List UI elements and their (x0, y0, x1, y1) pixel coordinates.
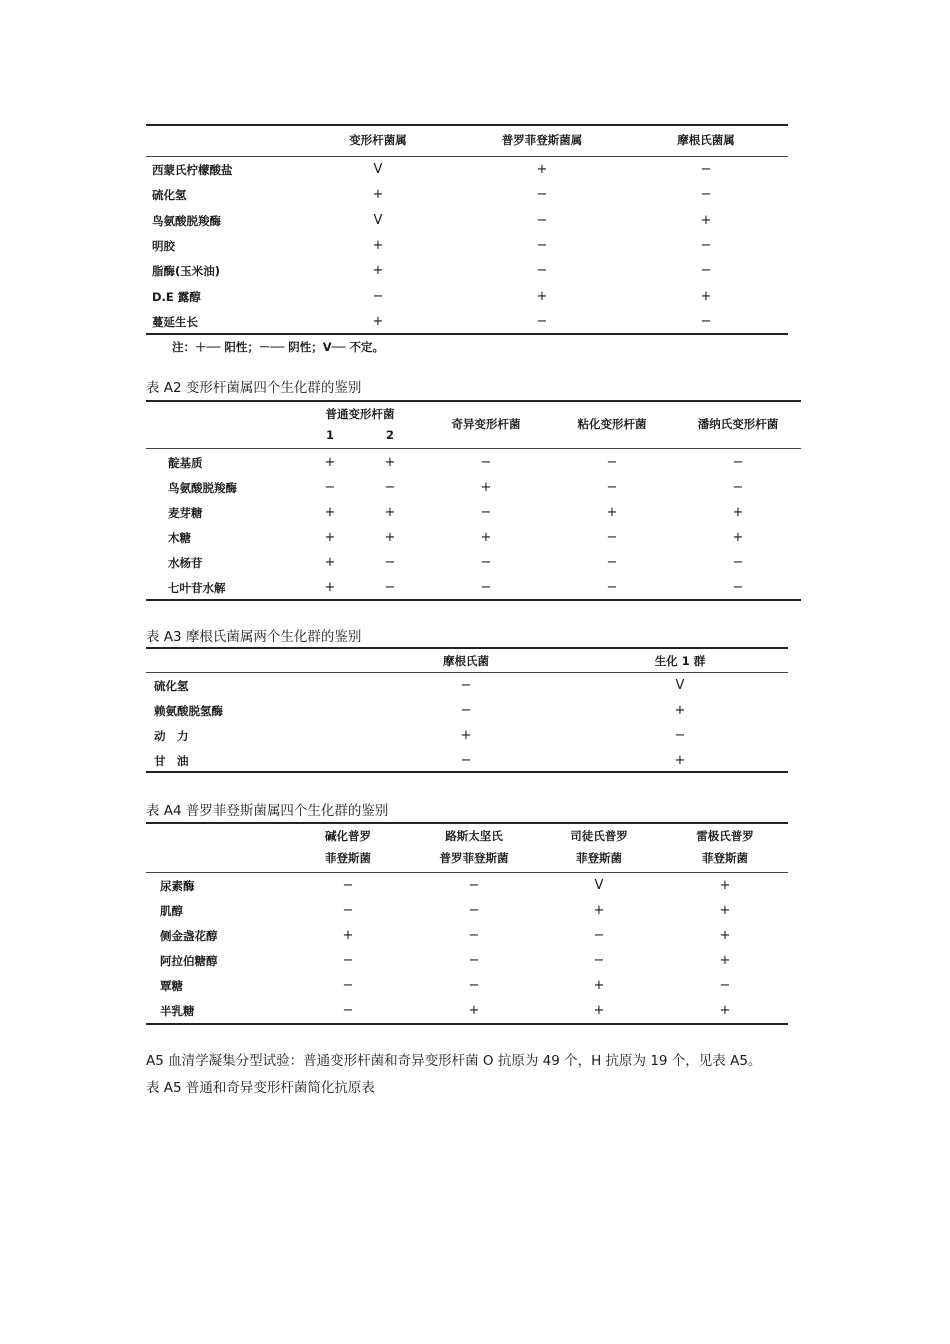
row-label: 木糖 (168, 531, 191, 545)
table-4-header-rustigianii-1: 路斯太坚氏 (445, 829, 503, 843)
row-label: 硫化氢 (152, 188, 187, 203)
table-cell: + (719, 953, 731, 968)
row-label: 肌醇 (160, 904, 183, 918)
table-cell: + (384, 505, 396, 520)
table-2-header-penneri: 潘纳氏变形杆菌 (697, 417, 779, 431)
table-1-top-rule (146, 124, 788, 126)
paragraph-a5: A5 血清学凝集分型试验：普通变形杆菌和奇异变形杆菌 O 抗原为 49 个，H 抗原为 19 个，见表 A5。 (146, 1053, 762, 1069)
row-label: 半乳糖 (160, 1004, 195, 1018)
table-cell: + (384, 530, 396, 545)
table-cell: − (342, 903, 354, 918)
table-1-header-morganella: 摩根氏菌属 (677, 133, 735, 147)
row-label: 阿拉伯糖醇 (160, 954, 218, 968)
table-4-top-rule (146, 822, 788, 824)
table-2-top-rule (146, 400, 801, 402)
table-cell: V (373, 212, 383, 228)
table-cell: − (536, 313, 548, 329)
table-cell: − (536, 187, 548, 203)
table-cell: − (606, 530, 618, 545)
table-cell: − (480, 505, 492, 520)
table-4-header-stuartii-1: 司徒氏普罗 (570, 829, 628, 843)
table-cell: − (593, 928, 605, 943)
row-label: 尿素酶 (160, 879, 195, 893)
table-cell: − (732, 480, 744, 495)
table-cell: − (606, 480, 618, 495)
table-4-header-rule (146, 872, 788, 873)
table-2 (146, 400, 801, 602)
table-cell: + (384, 455, 396, 470)
table-cell: + (674, 753, 686, 768)
table-cell: − (384, 555, 396, 570)
table-cell: − (342, 878, 354, 893)
table-cell: − (460, 753, 472, 768)
table-cell: − (674, 728, 686, 743)
row-label: 覃糖 (160, 979, 183, 993)
table-3-top-rule (146, 647, 788, 649)
table-cell: − (342, 978, 354, 993)
table-1 (146, 124, 788, 336)
table-cell: + (719, 928, 731, 943)
table-cell: − (384, 480, 396, 495)
table-cell: + (700, 288, 712, 304)
row-label: 水杨苷 (168, 556, 203, 570)
table-cell: − (606, 455, 618, 470)
table-4-caption: 表 A4 普罗菲登斯菌属四个生化群的鉴别 (146, 803, 389, 819)
table-5-caption: 表 A5 普通和奇异变形杆菌简化抗原表 (146, 1080, 375, 1096)
table-cell: − (468, 878, 480, 893)
table-cell: + (324, 455, 336, 470)
table-2-header-myxofaciens: 粘化变形杆菌 (577, 417, 647, 431)
table-4-header-stuartii-2: 菲登斯菌 (576, 851, 622, 865)
table-cell: − (700, 263, 712, 279)
table-cell: + (700, 212, 712, 228)
table-4-header-alcalifaciens-1: 碱化普罗 (325, 829, 371, 843)
table-cell: + (324, 580, 336, 595)
row-label: D.E 露醇 (152, 289, 201, 304)
table-cell: + (324, 555, 336, 570)
table-1-bottom-rule (146, 333, 788, 335)
table-2-header-rule (146, 448, 801, 449)
table-cell: − (593, 953, 605, 968)
table-4-header-rettgeri-1: 雷极氏普罗 (696, 829, 754, 843)
row-label: 鸟氨酸脱羧酶 (152, 213, 221, 228)
table-2-header-vulgaris: 普通变形杆菌 (325, 407, 395, 421)
table-1-header-providencia: 普罗菲登斯菌属 (501, 133, 583, 147)
table-3-header-rule (146, 672, 788, 673)
table-cell: − (468, 978, 480, 993)
table-cell: − (480, 455, 492, 470)
table-cell: − (480, 580, 492, 595)
table-cell: − (536, 212, 548, 228)
table-3-caption: 表 A3 摩根氏菌属两个生化群的鉴别 (146, 629, 362, 645)
table-cell: − (700, 187, 712, 203)
table-cell: − (700, 237, 712, 253)
table-cell: V (675, 678, 685, 693)
table-1-header-proteus: 变形杆菌属 (349, 133, 407, 147)
table-1-note: 注：＋── 阳性；－── 阴性；V── 不定。 (172, 340, 384, 354)
table-3 (146, 647, 788, 775)
table-cell: + (593, 903, 605, 918)
table-1-header-rule (146, 156, 788, 157)
table-cell: + (732, 505, 744, 520)
table-cell: + (480, 530, 492, 545)
table-4-header-alcalifaciens-2: 菲登斯菌 (325, 851, 371, 865)
table-4-header-rustigianii-2: 普罗菲登斯菌 (439, 851, 509, 865)
row-label: 赖氨酸脱氢酶 (154, 704, 223, 718)
table-cell: − (460, 703, 472, 718)
table-cell: − (606, 555, 618, 570)
table-cell: + (536, 288, 548, 304)
table-4-header-rettgeri-2: 菲登斯菌 (702, 851, 748, 865)
table-cell: − (468, 928, 480, 943)
table-cell: − (732, 555, 744, 570)
table-2-caption: 表 A2 变形杆菌属四个生化群的鉴别 (146, 380, 362, 396)
table-cell: + (468, 1003, 480, 1018)
table-cell: + (372, 187, 384, 203)
row-label: 鸟氨酸脱羧酶 (168, 481, 237, 495)
table-3-header-group1: 生化 1 群 (654, 654, 706, 668)
table-cell: + (719, 903, 731, 918)
table-cell: + (536, 162, 548, 177)
table-cell: − (384, 580, 396, 595)
table-cell: − (372, 288, 384, 304)
table-3-header-morganii: 摩根氏菌 (443, 654, 489, 668)
table-cell: − (342, 1003, 354, 1018)
row-label: 靛基质 (168, 456, 203, 470)
table-2-header-mirabilis: 奇异变形杆菌 (451, 417, 521, 431)
table-cell: − (700, 162, 712, 177)
table-cell: V (594, 878, 604, 893)
table-2-subheader-2: 2 (385, 428, 395, 442)
table-cell: + (460, 728, 472, 743)
table-4-bottom-rule (146, 1023, 788, 1025)
table-cell: + (324, 505, 336, 520)
row-label: 麦芽糖 (168, 506, 203, 520)
table-cell: + (342, 928, 354, 943)
table-cell: + (674, 703, 686, 718)
table-2-subheader-1: 1 (325, 428, 335, 442)
table-cell: + (606, 505, 618, 520)
table-cell: + (324, 530, 336, 545)
table-cell: + (372, 237, 384, 253)
row-label: 侧金盏花醇 (160, 929, 218, 943)
table-cell: − (536, 237, 548, 253)
table-cell: − (732, 455, 744, 470)
table-cell: − (324, 480, 336, 495)
row-label: 脂酶(玉米油) (152, 264, 221, 279)
table-cell: + (372, 313, 384, 329)
row-label: 七叶苷水解 (168, 581, 226, 595)
table-cell: − (700, 313, 712, 329)
table-cell: − (732, 580, 744, 595)
table-cell: − (480, 555, 492, 570)
table-cell: − (460, 678, 472, 693)
row-label: 动 力 (154, 729, 189, 743)
table-cell: − (536, 263, 548, 279)
table-cell: − (342, 953, 354, 968)
table-cell: − (468, 903, 480, 918)
table-cell: + (593, 978, 605, 993)
table-3-bottom-rule (146, 771, 788, 773)
table-cell: + (593, 1003, 605, 1018)
row-label: 蔓延生长 (152, 314, 198, 329)
table-cell: − (468, 953, 480, 968)
table-cell: + (732, 530, 744, 545)
table-cell: − (719, 978, 731, 993)
table-2-bottom-rule (146, 599, 801, 601)
table-cell: + (480, 480, 492, 495)
table-cell: + (719, 878, 731, 893)
row-label: 明胶 (152, 238, 175, 253)
table-4 (146, 822, 788, 1027)
row-label: 西蒙氏柠檬酸盐 (152, 163, 233, 177)
table-cell: + (719, 1003, 731, 1018)
table-cell: V (373, 162, 383, 177)
table-cell: + (372, 263, 384, 279)
row-label: 甘 油 (154, 754, 189, 768)
row-label: 硫化氢 (154, 679, 189, 693)
table-cell: − (606, 580, 618, 595)
